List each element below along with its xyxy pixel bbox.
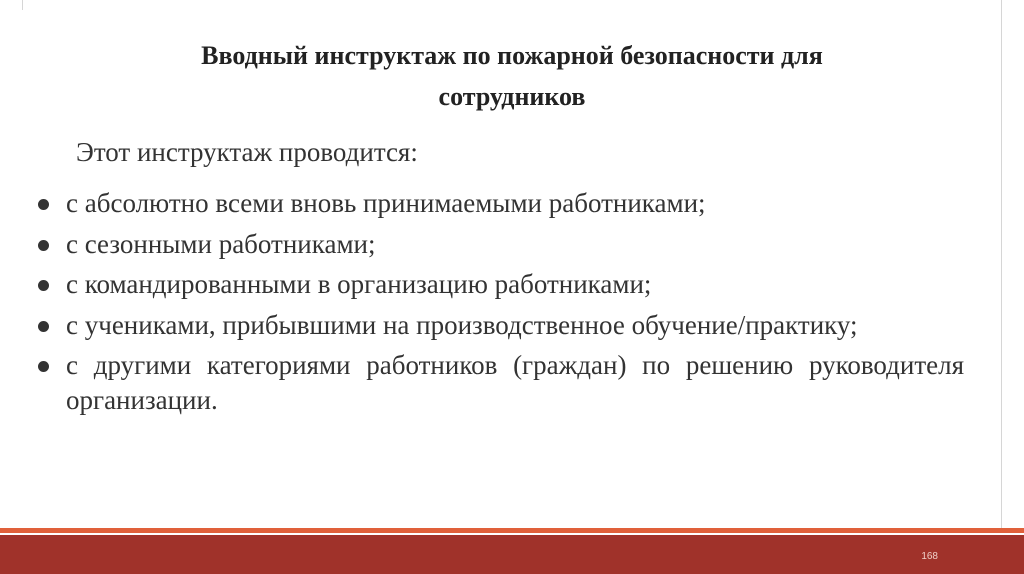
page-number: 168 [921,551,938,562]
list-item [32,267,964,302]
list-item-text: с учениками, прибывшими на производственное обучение/практику; [66,309,858,340]
bullet-dot-icon [38,240,49,251]
frame-line-right [1001,0,1002,528]
list-item-text: с сезонными работниками; [66,228,376,259]
bullet-dot-icon [38,321,49,332]
slide-title [40,35,984,117]
list-item [32,186,964,221]
title-line-1: Вводный инструктаж по пожарной безопасности для [201,41,823,70]
bullet-list [32,186,964,423]
list-item [32,348,964,417]
list-item-text: с командированными в организацию работниками; [66,269,652,299]
bullet-dot-icon [38,280,49,291]
intro-text: Этот инструктаж проводится: [76,137,418,167]
footer-accent-bar [0,528,1024,533]
bullet-dot-icon [38,361,49,372]
list-item-text: с абсолютно всеми вновь принимаемыми работниками; [66,188,706,218]
frame-line-left [22,0,23,10]
list-item [32,308,964,343]
list-item-text: с другими категориями работников (граждан) по решению руководителя организации. [66,350,964,415]
list-item [32,227,964,262]
title-line-2: сотрудников [438,82,586,111]
bullet-dot-icon [38,199,49,210]
footer-bar [0,535,1024,574]
